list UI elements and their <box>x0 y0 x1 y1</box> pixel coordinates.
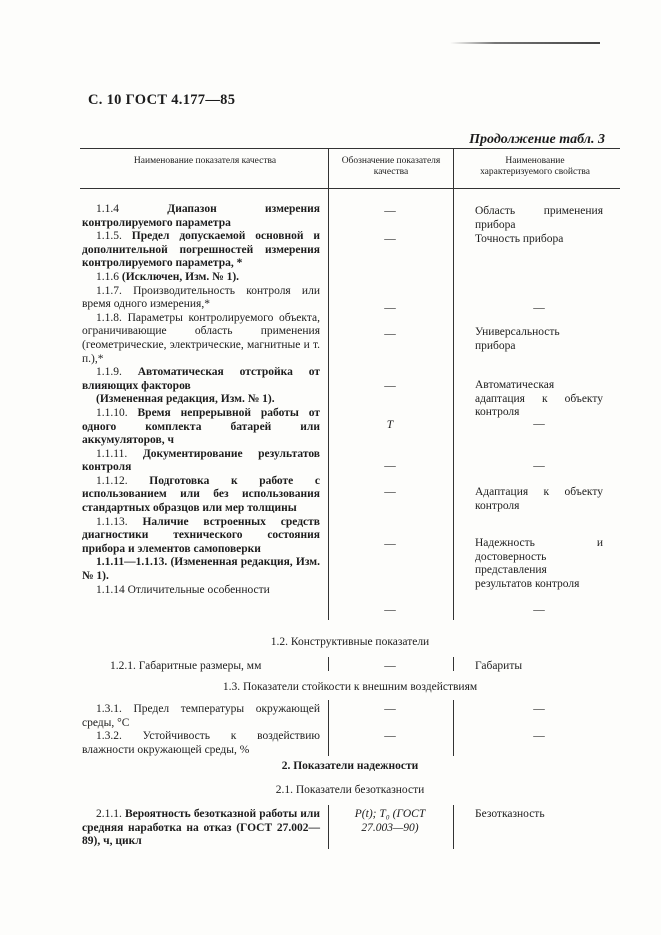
property-1118: Универсальность прибора <box>475 326 560 352</box>
property-121: Габариты <box>475 660 523 672</box>
symbol-11113: — <box>384 538 396 550</box>
property-211: Безотказность <box>475 808 545 820</box>
body-divider-2 <box>453 188 454 620</box>
section-1-2-title: 1.2. Конструктивные показатели <box>270 636 430 648</box>
divider-121-1 <box>328 657 329 671</box>
symbol-1115: — <box>384 233 396 245</box>
row-1-2-1-text: 1.2.1. Габаритные размеры, мм <box>110 660 262 672</box>
row-1-3-2: 1.3.2. Устойчивость к воздействию влажности окружающей среды, % <box>82 730 320 756</box>
symbol-131: — <box>384 703 396 715</box>
table-row: 1.1.13. Наличие встроенных средств диагностики технического состояния прибора и элементов самоповерки <box>82 515 320 555</box>
table-row: 1.1.14 Отличительные особенности <box>96 583 270 596</box>
section-1-3-title: 1.3. Показатели стойкости к внешним воздействиям <box>222 681 478 693</box>
page-header: С. 10 ГОСТ 4.177—85 <box>88 92 236 108</box>
divider-121-2 <box>453 657 454 671</box>
row-1-3-1: 1.3.1. Предел температуры окружающей среды, °С <box>82 703 320 729</box>
table-row: 1.1.6 (Исключен, Изм. № 1). <box>96 270 240 283</box>
table-row: 1.1.5. Предел допускаемой основной и дополнительной погрешностей измерения контролируемого параметра, * <box>82 230 320 270</box>
symbol-1119: — <box>384 380 396 392</box>
section-2-title: 2. Показатели надежности <box>281 760 419 772</box>
property-1119: Автоматическая адаптация к объекту контроля <box>475 379 603 419</box>
header-col-symbol: Обозначение показателя качества <box>341 156 441 177</box>
property-11113: Надежность и достоверность представления результатов контроля <box>475 537 603 590</box>
table-row: 1.1.11. Документирование результатов контроля <box>82 447 321 474</box>
header-col-name: Наименование показателя качества <box>133 156 277 166</box>
property-1117: — <box>533 302 545 314</box>
section-2-1-title: 2.1. Показатели безотказности <box>275 784 425 796</box>
row-2-1-1-text: Вероятность безотказной работы или средняя наработка на отказ (ГОСТ 27.002—89), ч, цикл <box>82 808 321 848</box>
symbol-1117: — <box>384 302 396 314</box>
property-132: — <box>533 730 545 742</box>
symbol-1114: — <box>384 205 396 217</box>
row-2-1-1 <box>82 808 320 849</box>
table-row: 1.1.7. Производительность контроля или время одного измерения,* <box>82 284 320 311</box>
table-header-rule <box>80 188 620 189</box>
divider-211-1 <box>328 805 329 849</box>
property-11114: — <box>533 604 545 616</box>
property-131: — <box>533 703 545 715</box>
symbol-132: — <box>384 730 396 742</box>
property-1115: Точность прибора <box>475 233 564 245</box>
property-11112: Адаптация к объекту контроля <box>475 486 603 512</box>
symbol-1118: — <box>384 328 396 340</box>
divider-211-2 <box>453 805 454 849</box>
table-top-rule <box>80 148 620 149</box>
table-row: 1.1.9. Автоматическая отстройка от влияющих факторов <box>82 366 320 392</box>
table-row: 1.1.10. Время непрерывной работы от одного комплекта батарей или аккумуляторов, ч <box>82 406 320 447</box>
table-row: 1.1.4 Диапазон измерения контролируемого параметра <box>82 203 320 229</box>
body-divider-1 <box>328 188 329 620</box>
scan-artifact <box>450 42 600 44</box>
row-note: 1.1.11—1.1.13. (Измененная редакция, Изм. № 1). <box>82 556 320 583</box>
header-divider-1 <box>328 148 329 188</box>
row-1-2-1 <box>82 660 320 674</box>
row-note: (Измененная редакция, Изм. № 1). <box>96 393 275 406</box>
divider-13-1 <box>328 700 329 756</box>
symbol-11112: — <box>384 486 396 498</box>
property-11111: — <box>533 460 545 472</box>
symbol-121: — <box>384 660 396 672</box>
table-row: 1.1.12. Подготовка к работе с использованием или без использования стандартных образцов или мер толщины <box>82 474 321 515</box>
symbol-11110: T <box>386 419 394 431</box>
symbol-11111: — <box>384 460 396 472</box>
property-1114: Область применения прибора <box>475 205 603 231</box>
symbol-211: P(t); T₀ (ГОСТ 27.003—90) <box>354 808 426 834</box>
rows-1-3 <box>82 703 320 757</box>
divider-13-2 <box>453 700 454 756</box>
table-row: 1.1.8. Параметры контролируемого объекта, ограничивающие область применения (геометрические, электрические, магнитные и т. п.),* <box>82 311 320 365</box>
row-2-1-1-num: 2.1.1. <box>96 808 122 820</box>
property-11110: — <box>533 418 545 430</box>
rows-column <box>82 203 320 597</box>
header-col-property: Наименование характеризуемого свойства <box>480 156 590 177</box>
table-continuation-label: Продолжение табл. 3 <box>469 132 605 147</box>
symbol-11114: — <box>384 604 396 616</box>
header-divider-2 <box>453 148 454 188</box>
